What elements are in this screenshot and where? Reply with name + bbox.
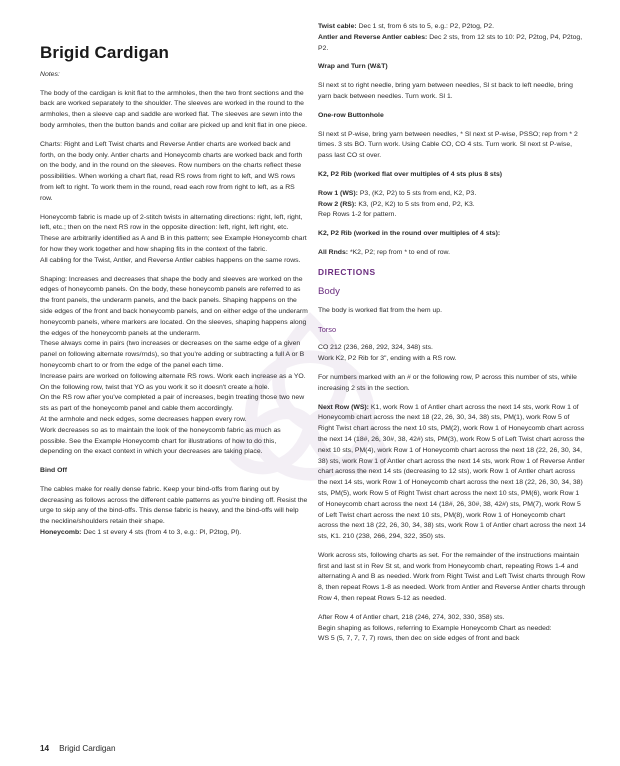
honeycomb-label: Honeycomb: — [40, 529, 82, 537]
rib-round-heading: K2, P2 Rib (worked in the round over multiples of 4 sts): — [318, 230, 501, 238]
all-rnds-line — [318, 248, 586, 259]
body-heading: Body — [318, 285, 340, 297]
antler-label: Antler and Reverse Antler cables: — [318, 33, 428, 41]
page-number: 14 — [40, 744, 50, 753]
decreases-paragraph: Work decreases so as to maintain the look of the honeycomb fabric as much as possible. See the Example Honeycomb chart for illustrations of how to do this, depending on the exact context in which your decreases are taking place. — [40, 426, 281, 456]
torso-heading: Torso — [318, 324, 337, 334]
page-footer — [40, 744, 116, 753]
wrap-turn-heading: Wrap and Turn (W&T) — [318, 63, 388, 71]
armhole-paragraph: At the armhole and neck edges, some decreases happen every row. — [40, 415, 247, 423]
bind-off-paragraph: The cables make for really dense fabric. Keep your bind-offs from flaring out by decreasing as follows across the different cable patterns as you're binding off. Resist the urge to skip any of the bind-offs. This dense fabric is heavy, and the bind-offs will help the neckline/shoulders retain their shape. — [40, 485, 308, 526]
row1-text: P3, (K2, P2) to 5 sts from end, K2, P3. — [359, 189, 477, 197]
row2-text: K3, (P2, K2) to 5 sts from end, P2, K3. — [358, 200, 475, 208]
rib-row-1 — [318, 189, 586, 200]
ws-rows-line: WS 5 (5, 7, 7, 7, 7) rows, then dec on side edges of front and back — [318, 635, 520, 643]
numbers-note: For numbers marked with an # or the following row, P across this number of sts, while increasing 2 sts in the section. — [318, 373, 577, 392]
after-row-line: After Row 4 of Antler chart, 218 (246, 274, 302, 330, 358) sts. — [318, 613, 505, 621]
buttonhole-text: Sl next st P-wise, bring yarn between needles, * Sl next st P-wise, PSSO; rep from * 2 times. 3 sts BO. Turn work. Using Cable CO, CO 4 sts. Turn work. Sl next st P-wise, pass last CO st over. — [318, 130, 578, 160]
next-row-instructions — [318, 403, 586, 543]
row2-label: Row 2 (RS): — [318, 200, 357, 208]
antler-text: Dec 2 sts, from 12 sts to 10: P2, P2tog, P4, P2tog, P2. — [318, 33, 583, 52]
row1-label: Row 1 (WS): — [318, 189, 358, 197]
all-rnds-label: All Rnds: — [318, 248, 349, 256]
left-column — [40, 43, 308, 539]
antler-cable-line — [318, 33, 586, 55]
rib-row-2 — [318, 200, 586, 211]
rib-repeat: Rep Rows 1-2 for pattern. — [318, 211, 397, 219]
page-title: Brigid Cardigan — [40, 43, 170, 62]
all-rnds-text: *K2, P2; rep from * to end of row. — [349, 248, 450, 256]
charts-paragraph: Charts: Right and Left Twist charts and Reverse Antler charts are worked back and forth, on the body only. Antler charts and Honeycomb charts are worked back and forth on the body, and in the round on the sleeves. Row numbers on the charts reflect these possibilities. When working a chart flat, read RS rows from right to left, and WS rows from left to right. To work them in the round, read each row from right to left, as a RS row. — [40, 140, 303, 202]
rib-flat-heading: K2, P2 Rib (worked flat over multiples of 4 sts plus 8 sts) — [318, 170, 503, 178]
torso-cast-on: CO 212 (236, 268, 292, 324, 348) sts. — [318, 344, 433, 352]
directions-heading: DIRECTIONS — [318, 266, 376, 277]
begin-shaping-line: Begin shaping as follows, referring to Example Honeycomb Chart as needed: — [318, 624, 552, 632]
buttonhole-heading: One-row Buttonhole — [318, 111, 384, 119]
next-row-label: Next Row (WS): — [318, 403, 369, 411]
wrap-turn-text: Sl next st to right needle, bring yarn between needles, Sl st back to left needle, bring yarn back between needles. Turn work. Sl 1. — [318, 82, 573, 100]
increase-paragraph: Increase pairs are worked on following alternate RS rows. Work each increase as a YO. On the following row, twist that YO as you work it so it doesn't create a hole. — [40, 372, 306, 391]
shaping-paragraph: Shaping: Increases and decreases that shape the body and sleeves are worked on the edges of honeycomb panels. On the body, these honeycomb panels are referred to as the front panels, the underarm panels, and the back panels. Shaping happens on the side edges of the front and back honeycomb panels, and on either edge of the underarm honeycomb panels, where markers are located. On the sleeves, shaping happens along the edges of the honeycomb panels at the underarm. — [40, 275, 308, 337]
torso-rib: Work K2, P2 Rib for 3", ending with a RS row. — [318, 355, 457, 363]
rs-row-paragraph: On the RS row after you've completed a pair of increases, begin treating those two new sts as part of the honeycomb panel and cable them accordingly. — [40, 394, 305, 413]
notes-paragraph: The body of the cardigan is knit flat to the armholes, then the two front sections and the back are worked separately to the shoulder. The sleeves are worked in the round to the armholes, then a sleeve cap and saddle are worked flat. The sleeves are sewn into the body armholes, then the button bands and collar are picked up and knit flat in one piece. — [40, 89, 308, 129]
twist-label: Twist cable: — [318, 23, 357, 30]
next-row-text: K1, work Row 1 of Antler chart across the next 14 sts, work Row 1 of Honeycomb chart across the next 18 (22, 26, 30, 34, 38) sts, PM(1), work Row 5 of Right Twist chart across the next 10 sts, PM(2), work Row 1 of Honeycomb chart across the next 14 (18#, 26, 30#, 38, 42#) sts, PM(3), work Row 5 of Left Twist chart across the next 10 sts, PM(4), work Row 1 of Honeycomb chart across the next 18 (22, 26, 30, 34, 38) sts, work Row 1 of Antler chart across the next 14 sts, work Row 1 of Reverse Antler chart across the next 14 sts (decreasing to 12 sts), work Row 1 of Antler chart across the next 14 sts, work Row 1 of Honeycomb chart across the next 18 (22, 26, 30, 34, 38) sts, PM(5), work Row 5 of Right Twist chart across the next 10 sts, PM(6), work Row 1 of Honeycomb chart across the next 14 (18#, 26, 30#, 38, 42#) sts, PM(7), work Row 5 of Left Twist chart across the next 10 sts, PM(8), work Row 1 of Honeycomb chart across the next 18 (22, 26, 30, 34, 38) sts, work Row 1 of Antler chart across the next 14 sts, K1. 210 (238, 266, 294, 322, 350) sts. — [318, 403, 586, 541]
bind-off-heading: Bind Off — [40, 467, 67, 475]
twist-text: Dec 1 st, from 6 sts to 5, e.g.: P2, P2tog, P2. — [358, 23, 494, 30]
honeycomb-bind-off — [40, 528, 308, 539]
pairs-paragraph: These always come in pairs (two increases or decreases on the same edge of a given panel on following alternate rows/rnds), so that you're adding or subtracting a full A or B honeycomb chart to or from the edge of the panel each time. — [40, 340, 305, 369]
footer-title: Brigid Cardigan — [59, 744, 116, 753]
right-column — [318, 22, 586, 645]
twist-cable-line — [318, 22, 586, 33]
honeycomb-fabric-paragraph: Honeycomb fabric is made up of 2-stitch twists in alternating directions: right, left, right, left, etc.; then on the next RS row in the opposite direction: left, right, left right, etc. These are arbitrarily identified as A and B in this pattern; see Example Honeycomb chart for how they work together and how shaping fits in the context of the fabric. — [40, 213, 307, 253]
cabling-paragraph: All cabling for the Twist, Antler, and Reverse Antler cables happens on the same rows. — [40, 256, 301, 264]
honeycomb-text: Dec 1 st every 4 sts (from 4 to 3, e.g.: Pl, P2tog, Pl). — [83, 529, 242, 537]
body-text: The body is worked flat from the hem up. — [318, 306, 443, 314]
work-across-paragraph: Work across sts, following charts as set. For the remainder of the instructions maintain first and last st in Rev St st, and work from Honeycomb chart, repeating Rows 1-4 and alternating A and B as needed. Work from Right Twist and Left Twist charts through Row 8, then repeat Rows 1-8 as needed. Work from Antler and Reverse Antler charts through Row 4, then repeat Rows 5-12 as needed. — [318, 551, 586, 603]
notes-label: Notes: — [40, 70, 60, 78]
